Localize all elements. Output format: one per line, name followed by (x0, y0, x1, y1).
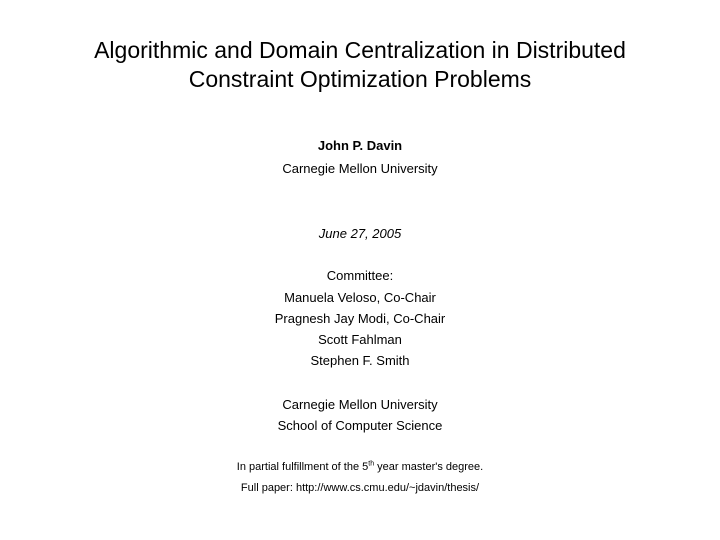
slide-title-line-1: Algorithmic and Domain Centralization in Distributed (94, 37, 626, 63)
committee-member: Pragnesh Jay Modi, Co-Chair (274, 311, 446, 326)
author-name: John P. Davin (317, 138, 403, 153)
committee-member: Scott Fahlman (318, 332, 402, 347)
fulfillment-suffix: year master's degree. (374, 461, 484, 473)
author-affiliation: Carnegie Mellon University (282, 161, 438, 176)
presentation-date: June 27, 2005 (318, 226, 402, 241)
fulfillment-superscript: th (368, 460, 375, 468)
degree-fulfillment-note (0, 460, 720, 474)
committee-member: Manuela Veloso, Co-Chair (284, 290, 436, 305)
fulfillment-prefix: In partial fulfillment of the 5 (236, 461, 369, 473)
committee-member: Stephen F. Smith (310, 353, 410, 368)
institution-name: Carnegie Mellon University (282, 397, 438, 412)
school-name: School of Computer Science (277, 418, 443, 433)
slide-title-line-2: Constraint Optimization Problems (188, 66, 532, 92)
slide-title (40, 36, 680, 94)
committee-heading: Committee: (326, 268, 394, 283)
full-paper-link: Full paper: http://www.cs.cmu.edu/~jdavin/thesis/ (240, 482, 480, 494)
